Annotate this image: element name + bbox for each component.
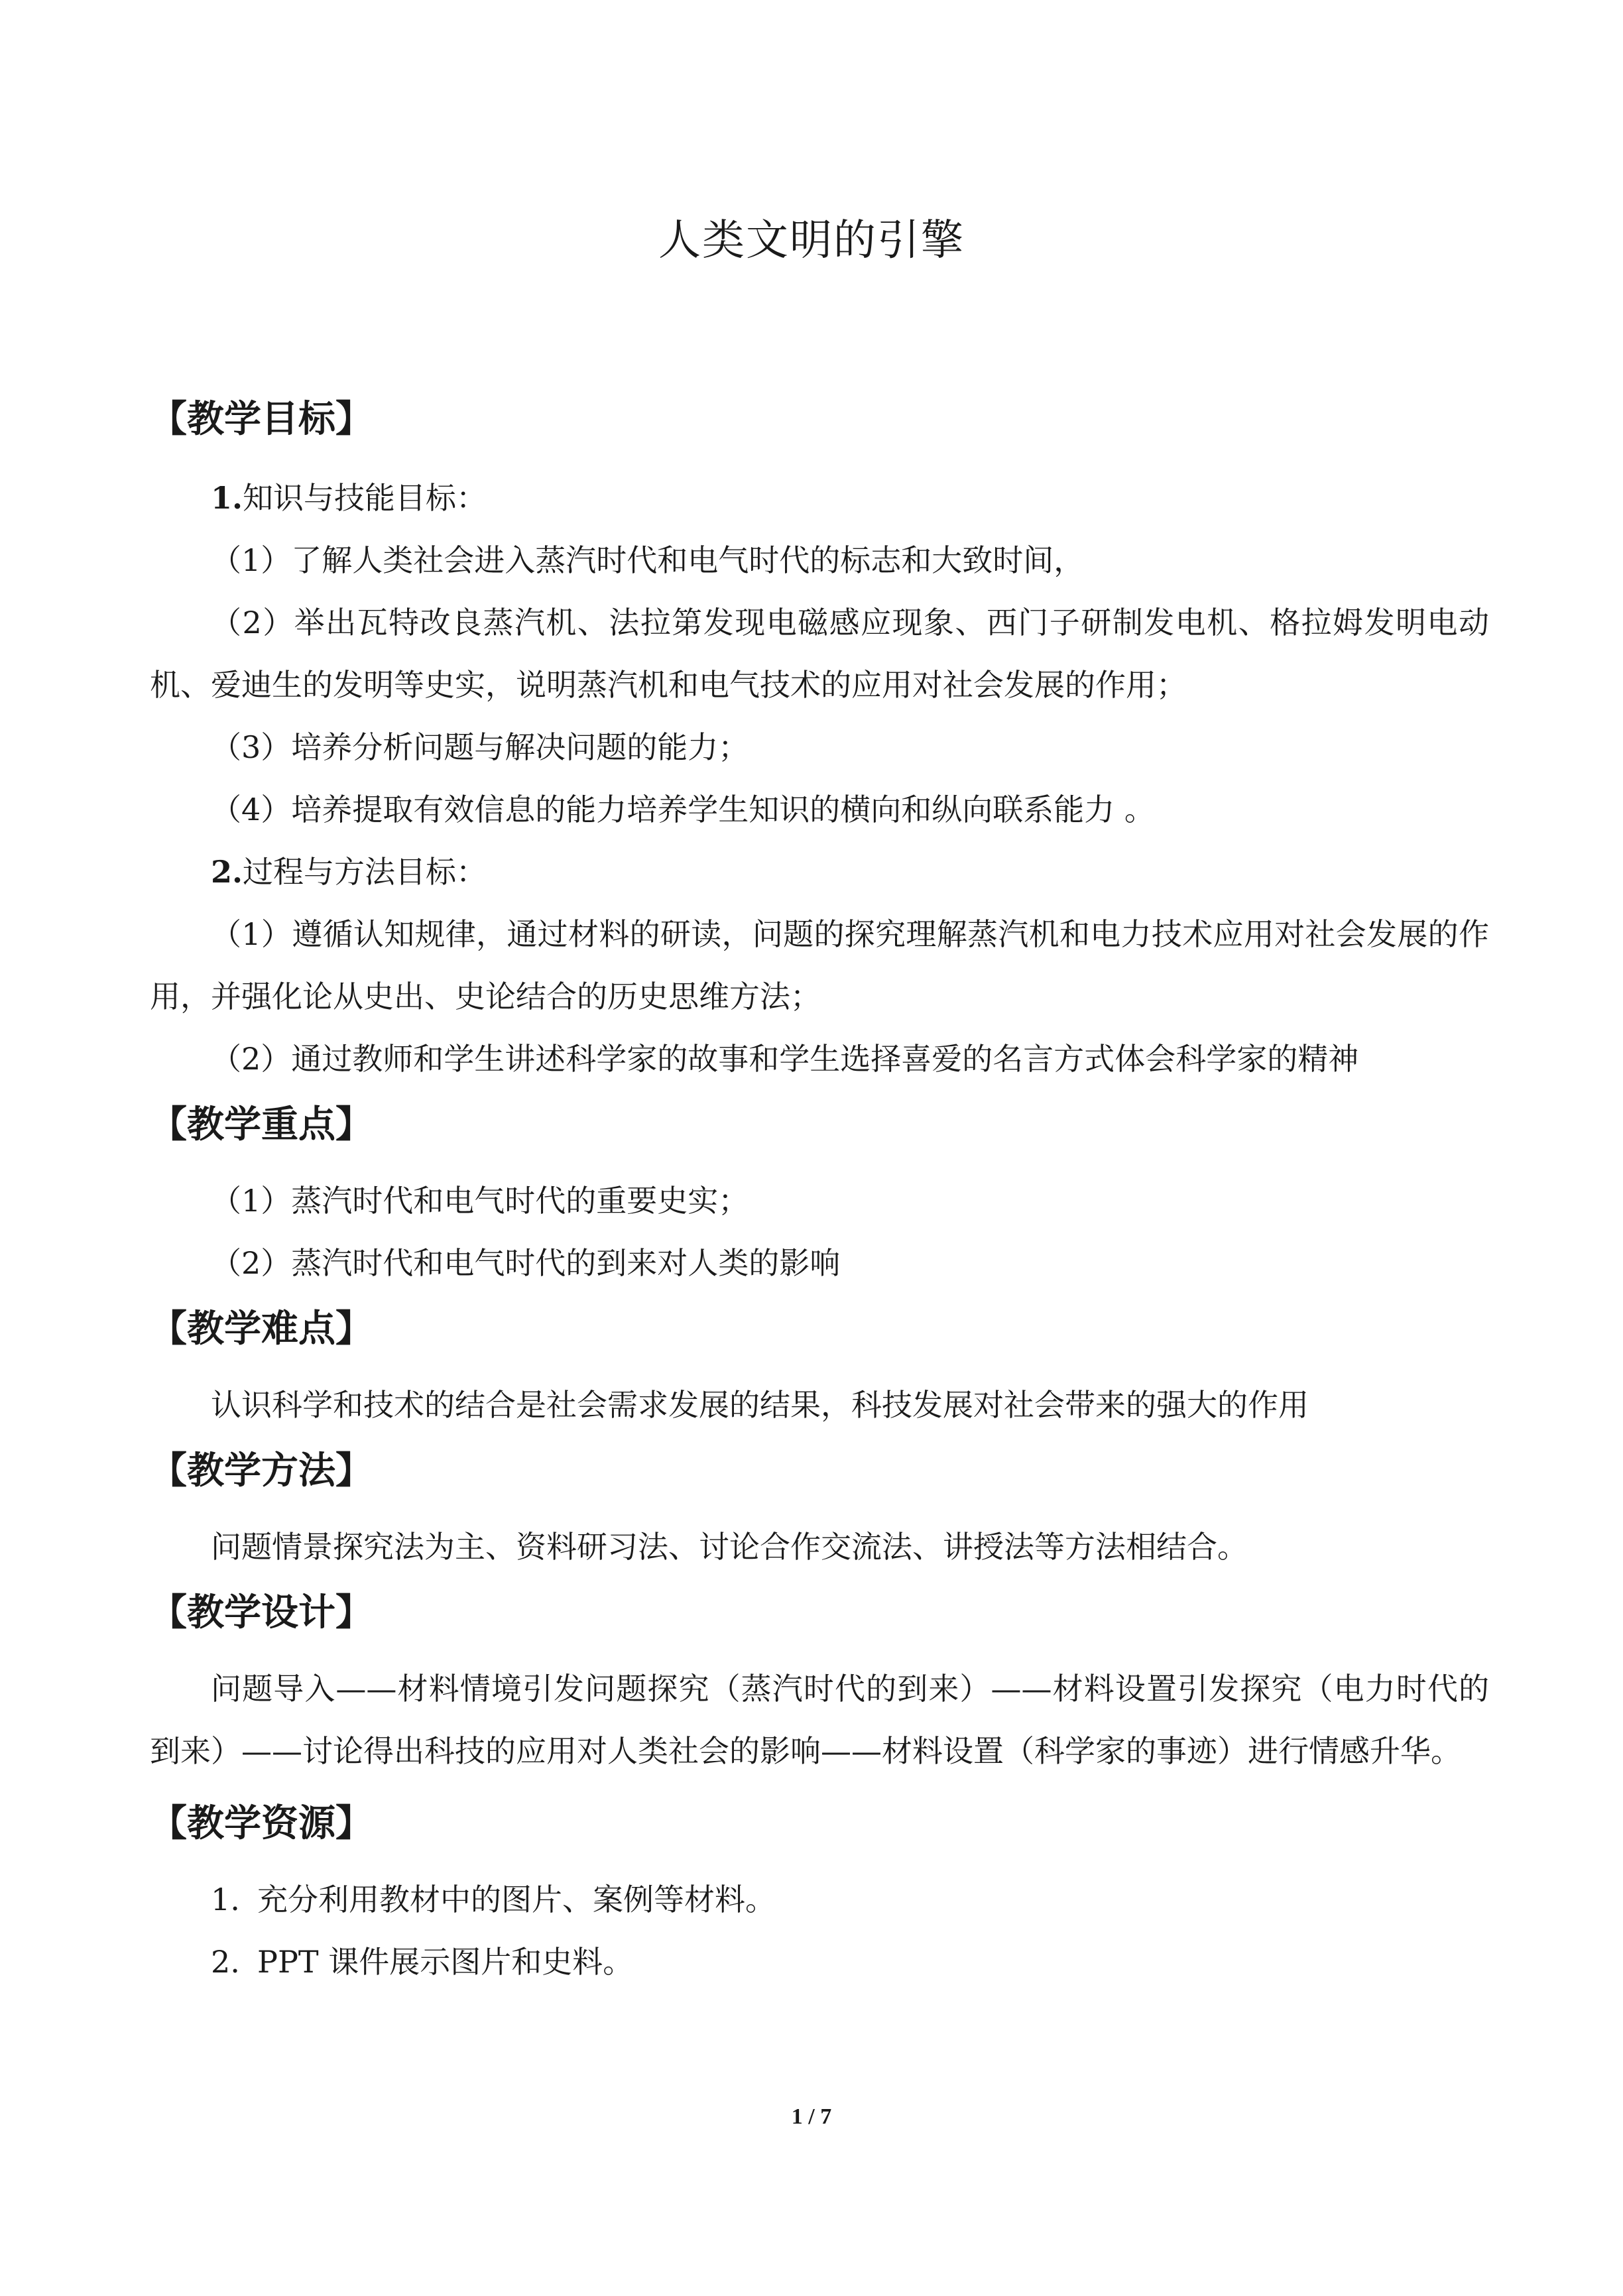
resource-item-number: 1. xyxy=(211,1882,240,1917)
knowledge-item-3: （3）培养分析问题与解决问题的能力； xyxy=(211,729,749,765)
section-heading-design: 【教学设计】 xyxy=(150,1591,373,1634)
knowledge-item-2: （2）举出瓦特改良蒸汽机、法拉第发现电磁感应现象、西门子研制发电机、格拉姆发明电动机、爱迪生的发明等史实，说明蒸汽机和电气技术的应用对社会发展的作用； xyxy=(150,605,1489,703)
difficulties-text: 认识科学和技术的结合是社会需求发展的结果，科技发展对社会带来的强大的作用 xyxy=(211,1387,1309,1423)
key-point-item-1: （1）蒸汽时代和电气时代的重要史实； xyxy=(211,1183,749,1219)
resource-item-1 xyxy=(150,1868,1489,1931)
process-label-text: 过程与方法目标： xyxy=(243,854,487,890)
knowledge-objectives-label xyxy=(150,467,1489,529)
page-number: 1 / 7 xyxy=(791,2104,832,2129)
knowledge-item-1: （1）了解人类社会进入蒸汽时代和电气时代的标志和大致时间， xyxy=(211,542,1085,578)
process-item-2: （2）通过教师和学生讲述科学家的故事和学生选择喜爱的名言方式体会科学家的精神 xyxy=(211,1041,1359,1077)
process-objectives-label xyxy=(150,841,1489,903)
resource-item-2 xyxy=(150,1931,1489,1993)
document-body xyxy=(150,385,1489,1993)
methods-text: 问题情景探究法为主、资料研习法、讨论合作交流法、讲授法等方法相结合。 xyxy=(211,1529,1248,1565)
section-heading-difficulties: 【教学难点】 xyxy=(150,1307,373,1351)
design-text: 问题导入——材料情境引发问题探究（蒸汽时代的到来）——材料设置引发探究（电力时代的到来）——讨论得出科技的应用对人类社会的影响——材料设置（科学家的事迹）进行情感升华。 xyxy=(150,1671,1489,1769)
process-label-number: 2. xyxy=(211,854,243,890)
section-heading-key-points: 【教学重点】 xyxy=(150,1103,373,1146)
resource-item-number: 2. xyxy=(211,1944,240,1980)
document-title: 人类文明的引擎 xyxy=(658,216,965,265)
key-point-item-2: （2）蒸汽时代和电气时代的到来对人类的影响 xyxy=(211,1245,841,1281)
section-heading-resources: 【教学资源】 xyxy=(150,1802,373,1845)
resource-item-text: PPT 课件展示图片和史料。 xyxy=(257,1944,634,1980)
section-heading-methods: 【教学方法】 xyxy=(150,1449,373,1492)
resource-item-text: 充分利用教材中的图片、案例等材料。 xyxy=(257,1882,776,1917)
process-item-1: （1）遵循认知规律，通过材料的研读，问题的探究理解蒸汽机和电力技术应用对社会发展的作用，并强化论从史出、史论结合的历史思维方法； xyxy=(150,916,1489,1014)
knowledge-label-number: 1. xyxy=(211,480,243,516)
knowledge-item-4: （4）培养提取有效信息的能力培养学生知识的横向和纵向联系能力 。 xyxy=(211,792,1155,827)
knowledge-label-text: 知识与技能目标： xyxy=(243,480,487,516)
section-heading-objectives: 【教学目标】 xyxy=(150,398,373,441)
